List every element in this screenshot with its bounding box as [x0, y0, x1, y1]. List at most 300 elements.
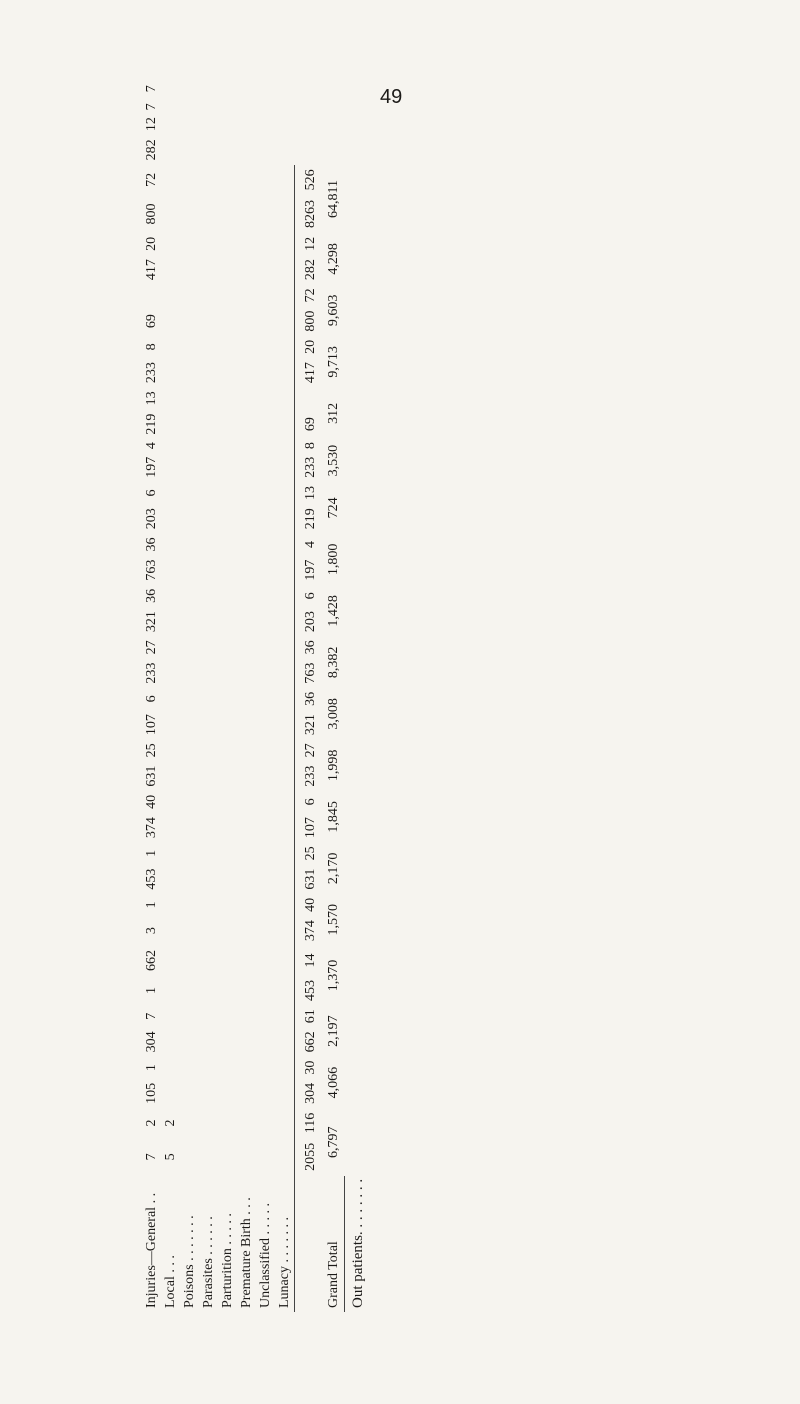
- table-cell: 233: [295, 452, 323, 482]
- table-cell: [218, 1138, 237, 1176]
- table-cell: [199, 1138, 218, 1176]
- table-cell: 6: [144, 489, 159, 497]
- table-cell: [161, 1078, 180, 1108]
- statistics-grid: [142, 82, 371, 1312]
- row-label: Local . . .: [163, 1255, 178, 1308]
- table-cell: [256, 791, 275, 813]
- table-cell: [199, 255, 218, 285]
- table-cell: 197: [144, 456, 159, 478]
- table-cell: [218, 1005, 237, 1027]
- table-cell: [199, 439, 218, 452]
- table-cell: [218, 1108, 237, 1137]
- row-label: Lunacy . . . . . . .: [277, 1217, 292, 1308]
- table-cell: [142, 285, 161, 307]
- table-cell: [161, 285, 180, 307]
- table-cell: [218, 894, 237, 916]
- table-cell: [237, 255, 256, 285]
- table-cell: [218, 740, 237, 762]
- table-cell: [180, 285, 199, 307]
- table-cell: [256, 135, 275, 165]
- table-cell: 7: [144, 85, 159, 93]
- table-cell: 27: [295, 740, 323, 762]
- table-cell: 2,170: [325, 852, 341, 885]
- table-cell: [180, 864, 199, 894]
- table-cell: 233: [144, 362, 159, 384]
- table-cell: [199, 195, 218, 233]
- table-cell: 203: [295, 607, 323, 637]
- table-cell: [275, 135, 295, 165]
- table-cell: [218, 135, 237, 165]
- table-cell: [161, 504, 180, 534]
- table-cell: [218, 82, 237, 95]
- table-cell: [275, 740, 295, 762]
- table-cell: [275, 1138, 295, 1176]
- table-cell: [275, 113, 295, 135]
- table-cell: [199, 482, 218, 504]
- row-label: Out patients. . . . . . . .: [345, 1176, 372, 1312]
- table-cell: [275, 585, 295, 607]
- table-cell: [256, 894, 275, 916]
- row-label: Parasites . . . . . .: [201, 1216, 216, 1308]
- table-cell: 3: [144, 927, 159, 935]
- table-row: [256, 82, 275, 1312]
- table-cell: [199, 306, 218, 336]
- table-cell: [256, 165, 275, 195]
- table-cell: 1,998: [325, 749, 341, 782]
- table-cell: [237, 710, 256, 740]
- table-cell: [256, 585, 275, 607]
- table-cell: [161, 710, 180, 740]
- table-cell: [275, 555, 295, 585]
- table-cell: [218, 482, 237, 504]
- table-cell: [218, 388, 237, 410]
- table-cell: [161, 761, 180, 791]
- table-cell: 7: [144, 103, 159, 111]
- table-cell: [199, 82, 218, 95]
- table-cell: [256, 504, 275, 534]
- table-cell: [237, 504, 256, 534]
- table-cell: 1,845: [325, 801, 341, 833]
- table-cell: [199, 165, 218, 195]
- table-cell: [199, 710, 218, 740]
- table-cell: [199, 388, 218, 410]
- table-cell: 36: [144, 537, 159, 552]
- table-cell: 374: [144, 817, 159, 839]
- table-cell: [237, 439, 256, 452]
- table-cell: [161, 100, 180, 113]
- table-cell: [218, 946, 237, 976]
- table-cell: [180, 482, 199, 504]
- table-cell: [161, 1057, 180, 1079]
- table-cell: [161, 255, 180, 285]
- page-number: 49: [380, 86, 403, 108]
- table-cell: [199, 843, 218, 865]
- table-cell: [295, 388, 323, 410]
- table-cell: [199, 233, 218, 255]
- table-cell: [256, 100, 275, 113]
- table-cell: [275, 1005, 295, 1027]
- table-cell: [180, 1005, 199, 1027]
- table-cell: [161, 585, 180, 607]
- table-cell: [275, 916, 295, 946]
- table-cell: [218, 843, 237, 865]
- table-cell: [180, 1138, 199, 1176]
- table-cell: [180, 607, 199, 637]
- table-cell: [180, 1108, 199, 1137]
- table-cell: [256, 306, 275, 336]
- table-cell: [256, 255, 275, 285]
- table-cell: [256, 658, 275, 688]
- table-cell: [275, 306, 295, 336]
- table-cell: 233: [144, 662, 159, 684]
- table-cell: [275, 637, 295, 659]
- table-cell: [218, 791, 237, 813]
- table-cell: [218, 637, 237, 659]
- table-cell: [256, 1057, 275, 1079]
- table-cell: [199, 534, 218, 556]
- table-cell: [256, 534, 275, 556]
- table-row: [275, 82, 295, 1312]
- table-cell: [237, 452, 256, 482]
- table-cell: [199, 1057, 218, 1079]
- table-cell: [199, 1005, 218, 1027]
- table-cell: [218, 255, 237, 285]
- table-cell: [161, 336, 180, 358]
- table-cell: [161, 946, 180, 976]
- table-cell: [161, 482, 180, 504]
- table-cell: [275, 1078, 295, 1108]
- table-cell: [180, 135, 199, 165]
- table-cell: 417: [144, 259, 159, 281]
- table-cell: [275, 439, 295, 452]
- table-cell: 20: [295, 336, 323, 358]
- table-cell: [218, 585, 237, 607]
- table-cell: [180, 82, 199, 95]
- table-cell: [275, 255, 295, 285]
- table-cell: [180, 409, 199, 439]
- table-cell: 6: [144, 695, 159, 703]
- table-cell: 312: [325, 402, 341, 424]
- table-cell: [180, 710, 199, 740]
- table-cell: [161, 1027, 180, 1057]
- table-cell: [256, 975, 275, 1005]
- table-cell: [237, 482, 256, 504]
- table-cell: [218, 439, 237, 452]
- table-cell: [161, 864, 180, 894]
- table-cell: [199, 813, 218, 843]
- table-cell: [161, 306, 180, 336]
- table-cell: 724: [325, 497, 341, 519]
- table-cell: 25: [144, 743, 159, 758]
- table-cell: 6,797: [325, 1126, 341, 1158]
- table-cell: [218, 710, 237, 740]
- table-row: [237, 82, 256, 1312]
- table-cell: [218, 555, 237, 585]
- table-cell: 374: [295, 916, 323, 946]
- table-cell: [275, 791, 295, 813]
- table-cell: [218, 658, 237, 688]
- table-cell: [237, 761, 256, 791]
- table-cell: [218, 452, 237, 482]
- table-cell: 282: [144, 139, 159, 161]
- table-cell: 40: [144, 794, 159, 809]
- table-cell: 631: [144, 765, 159, 787]
- table-cell: [237, 791, 256, 813]
- table-cell: [199, 688, 218, 710]
- table-cell: [180, 946, 199, 976]
- table-cell: [237, 233, 256, 255]
- table-cell: [218, 534, 237, 556]
- table-cell: 6: [295, 791, 323, 813]
- table-cell: [161, 439, 180, 452]
- table-cell: [237, 95, 256, 100]
- table-cell: 7: [144, 1012, 159, 1020]
- table-cell: [275, 894, 295, 916]
- table-cell: [161, 358, 180, 388]
- table-cell: [161, 916, 180, 946]
- table-cell: [180, 1057, 199, 1079]
- table-cell: [275, 504, 295, 534]
- table-cell: [180, 688, 199, 710]
- table-cell: 2: [144, 1119, 159, 1127]
- table-cell: [180, 843, 199, 865]
- table-cell: [275, 843, 295, 865]
- table-cell: 1,370: [325, 959, 341, 992]
- table-cell: [218, 504, 237, 534]
- table-cell: [237, 1005, 256, 1027]
- table-cell: [199, 358, 218, 388]
- table-cell: [180, 306, 199, 336]
- table-row: [142, 82, 161, 1312]
- table-cell: [256, 637, 275, 659]
- table-cell: 4: [144, 442, 159, 450]
- table-cell: [199, 135, 218, 165]
- table-cell: 2,197: [325, 1015, 341, 1047]
- table-cell: [275, 1057, 295, 1079]
- row-label: Parturition . . . . .: [220, 1213, 235, 1308]
- table-cell: [237, 135, 256, 165]
- table-cell: [256, 1005, 275, 1027]
- table-cell: 20: [144, 236, 159, 251]
- table-cell: [237, 336, 256, 358]
- table-cell: [275, 975, 295, 1005]
- table-cell: [256, 1108, 275, 1137]
- table-row: [180, 82, 199, 1312]
- table-cell: [218, 607, 237, 637]
- table-cell: [180, 975, 199, 1005]
- table-cell: 662: [144, 950, 159, 971]
- row-label: [295, 1176, 323, 1312]
- table-cell: [218, 864, 237, 894]
- table-cell: [180, 585, 199, 607]
- table-cell: 25: [295, 843, 323, 865]
- table-cell: [237, 637, 256, 659]
- table-cell: [161, 813, 180, 843]
- table-cell: [275, 946, 295, 976]
- table-cell: [218, 336, 237, 358]
- table-cell: 9,713: [325, 346, 341, 378]
- table-cell: [180, 113, 199, 135]
- table-cell: [218, 95, 237, 100]
- table-cell: 72: [144, 172, 159, 187]
- table-row: [199, 82, 218, 1312]
- table-cell: 1,570: [325, 904, 341, 936]
- table-cell: [275, 607, 295, 637]
- table-cell: 72: [295, 285, 323, 307]
- table-cell: 14: [295, 946, 323, 976]
- table-cell: [237, 534, 256, 556]
- table-cell: 5: [163, 1153, 178, 1161]
- table-cell: [256, 555, 275, 585]
- table-cell: [218, 1027, 237, 1057]
- table-cell: [256, 358, 275, 388]
- table-cell: 116: [295, 1108, 323, 1137]
- table-cell: [237, 409, 256, 439]
- table-cell: 203: [144, 508, 159, 530]
- table-cell: [199, 791, 218, 813]
- table-row: [218, 82, 237, 1312]
- table-cell: 219: [144, 413, 159, 435]
- table-cell: [275, 358, 295, 388]
- table-row: [322, 82, 345, 1312]
- table-cell: [256, 285, 275, 307]
- table-cell: 4,298: [325, 243, 341, 275]
- table-cell: [180, 95, 199, 100]
- table-cell: [161, 165, 180, 195]
- table-cell: [180, 452, 199, 482]
- table-cell: [256, 1027, 275, 1057]
- table-cell: [237, 946, 256, 976]
- table-cell: [218, 1078, 237, 1108]
- table-cell: 1,800: [325, 543, 341, 576]
- table-cell: [180, 555, 199, 585]
- table-cell: [256, 439, 275, 452]
- table-cell: [256, 1138, 275, 1176]
- table-cell: [161, 555, 180, 585]
- table-cell: 64,811: [325, 180, 341, 218]
- table-cell: [256, 916, 275, 946]
- table-cell: [256, 864, 275, 894]
- table-cell: [218, 916, 237, 946]
- table-cell: [180, 894, 199, 916]
- table-cell: [218, 306, 237, 336]
- table-cell: [237, 388, 256, 410]
- table-cell: 321: [144, 611, 159, 633]
- table-cell: [199, 761, 218, 791]
- table-cell: [180, 658, 199, 688]
- table-cell: [237, 894, 256, 916]
- table-cell: [237, 1027, 256, 1057]
- table-cell: [256, 688, 275, 710]
- table-cell: [161, 195, 180, 233]
- table-cell: [161, 688, 180, 710]
- table-cell: [256, 740, 275, 762]
- table-cell: [199, 95, 218, 100]
- table-cell: [237, 285, 256, 307]
- table-cell: [180, 100, 199, 113]
- table-cell: [256, 843, 275, 865]
- table-cell: [275, 688, 295, 710]
- table-cell: [275, 100, 295, 113]
- table-cell: 7: [144, 1153, 159, 1161]
- table-cell: [275, 336, 295, 358]
- table-cell: 3,530: [325, 444, 341, 477]
- row-label: Grand Total: [325, 1241, 341, 1308]
- table-cell: [275, 285, 295, 307]
- table-cell: [218, 358, 237, 388]
- table-cell: 12: [144, 117, 159, 132]
- table-cell: [161, 409, 180, 439]
- table-cell: 30: [295, 1057, 323, 1079]
- table-cell: [237, 607, 256, 637]
- table-cell: [237, 82, 256, 95]
- table-cell: [256, 1078, 275, 1108]
- table-cell: 1,428: [325, 595, 341, 627]
- table-cell: [199, 585, 218, 607]
- table-cell: [256, 82, 275, 95]
- table-cell: [256, 233, 275, 255]
- table-cell: 4,066: [325, 1066, 341, 1099]
- table-cell: [199, 1078, 218, 1108]
- table-cell: [218, 100, 237, 113]
- table-cell: [237, 195, 256, 233]
- table-cell: [237, 688, 256, 710]
- table-cell: [256, 409, 275, 439]
- row-label: Premature Birth . . .: [239, 1197, 254, 1308]
- table-cell: [161, 95, 180, 100]
- table-cell: 2: [163, 1119, 178, 1127]
- table-cell: [161, 843, 180, 865]
- table-cell: [161, 534, 180, 556]
- table-cell: [218, 409, 237, 439]
- table-cell: 800: [295, 306, 323, 336]
- table-cell: [256, 710, 275, 740]
- table-cell: 3,008: [325, 698, 341, 730]
- table-cell: 1: [144, 901, 159, 909]
- table-row: [345, 82, 372, 1312]
- table-cell: [180, 504, 199, 534]
- table-cell: [161, 791, 180, 813]
- table-cell: [218, 761, 237, 791]
- table-cell: [180, 1078, 199, 1108]
- table-cell: [237, 113, 256, 135]
- table-cell: 526: [295, 165, 323, 195]
- table-cell: 631: [295, 864, 323, 894]
- table-cell: [218, 1057, 237, 1079]
- table-cell: [275, 82, 295, 95]
- table-cell: [256, 607, 275, 637]
- table-cell: [237, 1078, 256, 1108]
- table-cell: [256, 946, 275, 976]
- table-cell: [218, 233, 237, 255]
- table-cell: [180, 195, 199, 233]
- table-cell: 6: [295, 585, 323, 607]
- table-cell: [218, 165, 237, 195]
- table-cell: [275, 195, 295, 233]
- table-cell: [199, 409, 218, 439]
- table-cell: 12: [295, 233, 323, 255]
- row-label: Unclassified . . . . .: [258, 1203, 273, 1308]
- table-cell: [237, 1138, 256, 1176]
- table-cell: [199, 113, 218, 135]
- table-cell: 763: [144, 559, 159, 581]
- table-cell: [180, 358, 199, 388]
- table-cell: [256, 195, 275, 233]
- table-cell: 13: [144, 391, 159, 406]
- table-cell: [256, 452, 275, 482]
- statistics-table: [142, 82, 702, 1312]
- table-cell: [199, 1027, 218, 1057]
